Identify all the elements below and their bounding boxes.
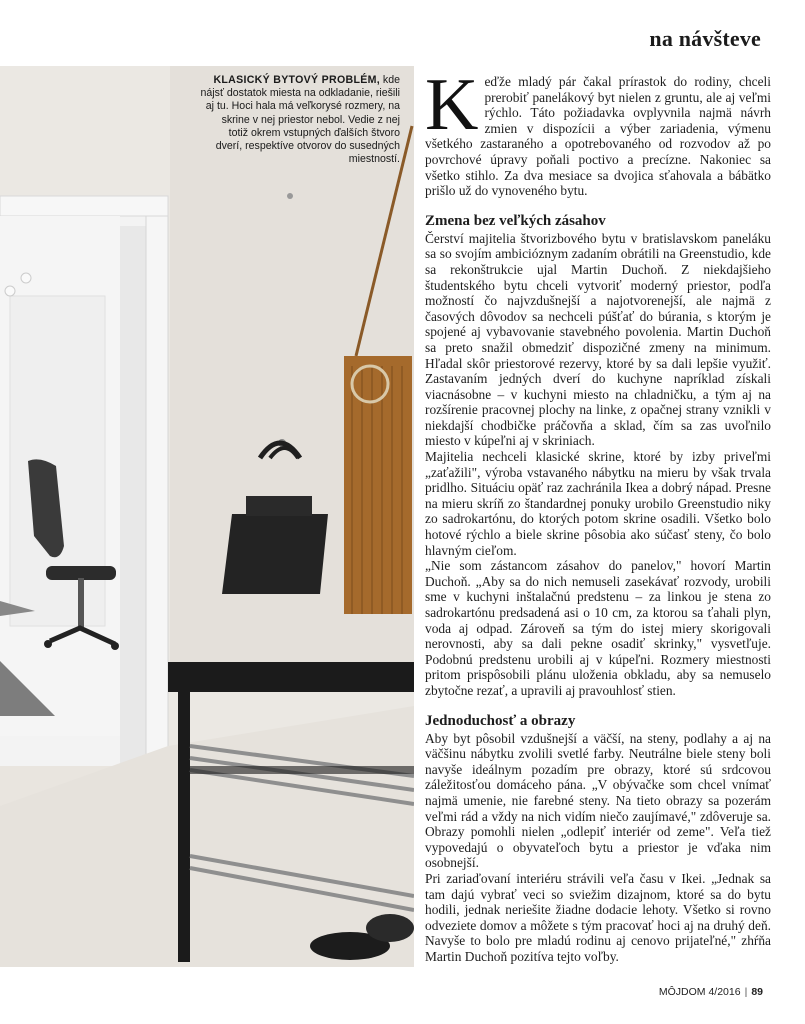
hallway-photo [0, 66, 414, 967]
subheading-1: Zmena bez veľkých zásahov [425, 212, 606, 229]
drop-cap: K [425, 64, 479, 146]
photo-caption [200, 74, 400, 166]
paragraph-5: Pri zariaďovaní interiéru strávili veľa času v Ikei. „Jednak sa tam dajú vybrať veci so sviežim dizajnom, ktoré sa do bytu hodili, jednak neriešite žiadne dodacie lehoty. Všetko si rovno odveziete domov a môžete s tým pracovať hoci aj na druhý deň. Navyše to bolo pre mladú rodinu aj cenovo prijateľné," zhŕňa Martin Duchoň pozitíva tejto voľby. [425, 870, 771, 964]
paragraph-4: Aby byt pôsobil vzdušnejší a väčší, na steny, podlahy a aj na väčšinu nábytku zvolili svetlé farby. Neutrálne biele steny boli navyše ideálnym pozadím pre obrazy, ktoré sú srdcovou záležitosťou domáceho pána. „V obývačke som chcel vnímať najmä umenie, nie farebné steny. Na tieto obrazy sa pozerám veľmi rád a vždy na nich vidím niečo zaujímavé," zdôveruje sa. Obrazy pomohli nielen „odlepiť interiér od zeme". Veľa tiež vypovedajú o obyvateľoch bytu a priestor je vďaka nim osobnejší. [425, 730, 771, 871]
paragraph-3: „Nie som zástancom zásahov do panelov," hovorí Martin Duchoň. „Aby sa do nich nemuseli zasekávať rozvody, urobili sme v kuchyni inštalačnú predstenu – za linkou je stena zo sadrokartónu predsadená asi o 10 cm, za ktorou sa ťahali plyn, voda aj odpad. Zároveň sa tým do istej miery skorigovali nerovnosti, aby sa dali pekne osadiť skrinky," vysvetľuje. Podobnú predstenu urobili aj v kúpeľni. Rozmery miestnosti pritom prispôsobili plánu uloženia obkladu, aby sa nemuselo zbytočne rezať, a upravili aj pravouhlosť stien. [425, 558, 771, 698]
footer-separator: | [744, 986, 748, 998]
subheading-2: Jednoduchosť a obrazy [425, 712, 576, 729]
caption-text: kde nájsť dostatok miesta na odkladanie, riešili aj tu. Hoci hala má veľkorysé rozmery, na skrine v nej priestor nebol. Vedie z nej totiž okrem vstupných ďalších štvoro dverí, respektíve otvorov do susedných miestností. [200, 74, 400, 166]
paragraph-1: Čerství majitelia štvorizbového bytu v bratislavskom paneláku sa so svojím ambicióznym zadaním obrátili na Greenstudio, kde sa rekonštrukcie ujal Martin Duchoň. Z niekdajšieho študentského bytu chceli vytvoriť moderný priestor, podľa možností čo najvzdušnejší a najotvorenejší, ale najmä z časových dôvodov sa nechceli púšťať do búrania, s ktorým je spojené aj vybavovanie stavebného povolenia. Martin Duchoň sa preto snažil obmedziť dispozičné zmeny na minimum. Hľadal skôr priestorové rezervy, ktoré by sa dali lepšie využiť. Zastavaním jedných dverí do kuchyne napríklad získali viacnásobne – v kuchyni miesto na chladničku, a tým aj na rozšírenie pracovnej plochy na linke, z opačnej strany vznikli v niekdajší chodbičke práčovňa a sklad, čím sa zas uvoľnilo miesto v kúpeľni aj v skriniach. [425, 230, 771, 449]
article-body [425, 64, 771, 964]
magazine-issue: MÔJDOM 4/2016 [658, 986, 741, 998]
page-number: 89 [751, 986, 763, 998]
article-intro [425, 64, 771, 199]
intro-text: eďže mladý pár čakal prírastok do rodiny, chceli prerobiť panelákový byt nielen z gruntu, ale aj veľmi rýchlo. Táto požiadavka ovplyvnila najmä návrh zmien v dispozícii a výber zariadenia, výmenu všetkého zastaraného a opotrebovaného od rozvodov až po povrchové úpravy poňali poctivo a precízne. Nakoniec sa všetko stihlo. Za dva mesiace sa dvojica sťahovala a bábätko prišlo už do vynoveného bytu. [425, 74, 771, 199]
hallway-illustration [0, 66, 414, 967]
caption-lead: KLASICKÝ BYTOVÝ PROBLÉM, [213, 74, 380, 86]
page-footer [659, 986, 763, 998]
paragraph-2: Majitelia nechceli klasické skrine, ktoré by izby priveľmi „zaťažili", výroba vstavaného nábytku na mieru by však trvala pridlho. Situáciu opäť raz zachránila Ikea a dobrý nápad. Presne na mieru skríň zo štandardnej ponuky urobilo Greenstudio niky zo sadrokartónu, do ktorých potom skrine osadili. Všetko bolo hotové rýchlo a biele skrine pôsobia ako súčasť steny, čo bolo hlavným cieľom. [425, 449, 771, 558]
section-header: na návšteve [649, 26, 761, 51]
